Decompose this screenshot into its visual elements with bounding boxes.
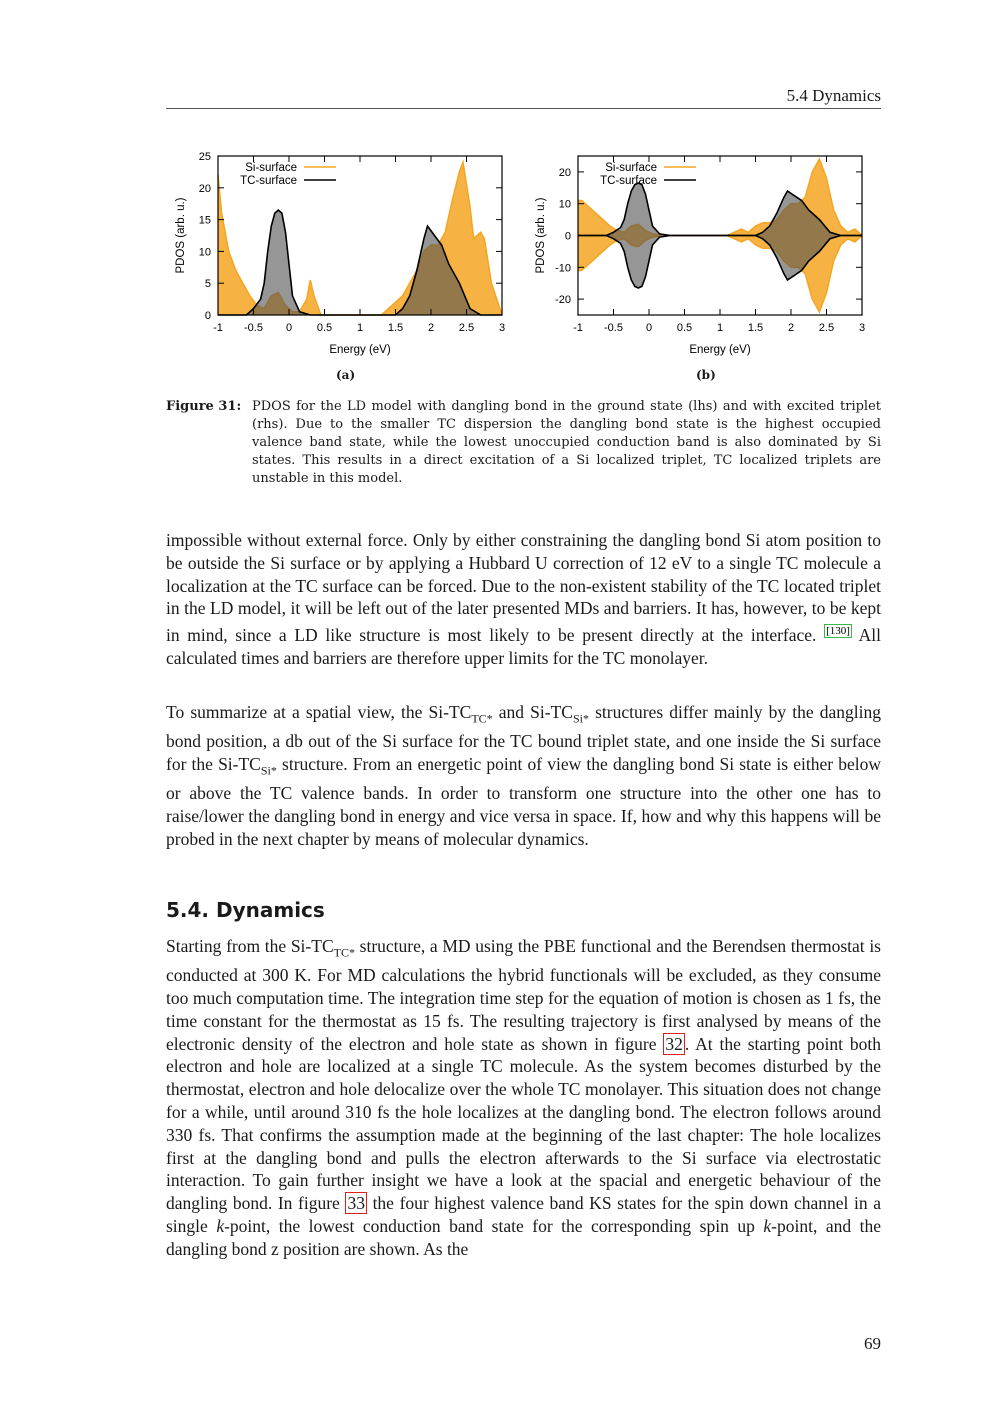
para2-t1: To summarize at a spatial view, the Si-TC: [166, 702, 472, 722]
para2-sub1: TC*: [471, 711, 493, 726]
x-tick-label: -0.5: [244, 322, 263, 334]
caption-label: Figure 31:: [166, 399, 242, 414]
para2-t4: structure. From an energetic point of view the dangling bond Si state is either below or above the TC valence bands. In order to transform one structure into the other one has to raise/lower the dangling bond in energy and vice versa in space. If, how and why this happens will be probed in the next chapter by means of molecular dynamics.: [166, 754, 881, 849]
figure-ref-33[interactable]: 33: [347, 1193, 365, 1214]
page-number: 69: [864, 1334, 881, 1353]
para3-sub1: TC*: [333, 945, 355, 960]
x-tick-label: 2: [787, 322, 795, 334]
x-tick-label: 3: [858, 322, 866, 334]
chart-b: [526, 140, 886, 360]
para2-t3: structures differ mainly by the dangling bond position, a db out of the Si surface for the TC bound triplet state, and one inside the Si surface for the Si-TC: [166, 702, 881, 775]
x-tick-label: 2.5: [458, 322, 475, 334]
section-heading: 5.4. Dynamics: [166, 898, 325, 922]
y-tick-label: 25: [198, 151, 211, 163]
chart-a: [166, 140, 526, 360]
x-tick-label: 0: [285, 322, 293, 334]
y-tick-label: 0: [204, 310, 211, 322]
legend-label-tc-surface: TC-surface: [240, 175, 297, 187]
para3-t5: -point, the lowest conduction band state for the corresponding spin up: [224, 1216, 764, 1237]
para3-k2: k: [763, 1216, 772, 1237]
x-tick-label: 3: [498, 322, 506, 334]
para1-text-b: All calculated times and barriers are therefore upper limits for the TC monolayer.: [166, 625, 882, 668]
y-tick-label: 20: [198, 182, 211, 195]
header-title: 5.4 Dynamics: [786, 86, 881, 105]
x-tick-label: 0.5: [676, 322, 693, 334]
caption-text: PDOS for the LD model with dangling bond in the ground state (lhs) and with excited triplet (rhs). Due to the smaller TC dispersion the dangling bond state is the highest occupied valence band state, while the lowest unoccupied conduction band is also dominated by Si states. This results in a direct excitation of a Si localized triplet, TC localized triplets are unstable in this model.: [252, 399, 881, 486]
figure-ref-32[interactable]: 32: [665, 1033, 683, 1054]
paragraph-1: [166, 529, 881, 670]
x-tick-label: 0: [645, 322, 653, 334]
para2-sub2: Si*: [572, 711, 589, 726]
y-tick-label: 15: [198, 214, 211, 227]
x-tick-label: 1: [356, 322, 364, 334]
figure-caption: [166, 398, 881, 488]
para3-t6: -point, and the dangling bond z position are shown. As the: [166, 1216, 881, 1259]
para1-text-a: impossible without external force. Only by either constraining the dangling bond Si atom position to be outside the Si surface or by applying a Hubbard U correction of 12 eV to a single TC molecule a localization at the TC surface can be forced. Due to the non-existent stability of the TC located triplet in the LD model, it will be left out of the later presented MDs and barriers. It has, however, to be kept in mind, since a LD like structure is most likely to be present directly at the interface.: [166, 530, 881, 646]
para3-t1: Starting from the Si-TC: [166, 936, 334, 956]
x-tick-label: -1: [573, 322, 583, 334]
figure-31: [166, 140, 881, 390]
x-tick-label: -0.5: [604, 322, 623, 334]
y-axis-label: PDOS (arb. u.): [175, 197, 187, 274]
x-tick-label: 2: [427, 322, 435, 334]
para3-k1: k: [216, 1216, 225, 1237]
x-tick-label: -1: [213, 322, 223, 334]
y-tick-label: 10: [558, 198, 571, 211]
subcaption-b: (b): [696, 368, 716, 382]
x-tick-label: 0.5: [316, 322, 333, 334]
paragraph-2: [166, 701, 881, 851]
y-tick-label: 0: [564, 230, 571, 243]
y-tick-label: 10: [198, 246, 211, 259]
para3-t4: the four highest valence band KS states for the spin down channel in a single: [166, 1193, 881, 1237]
x-tick-label: 1: [716, 322, 724, 334]
x-axis-label: Energy (eV): [689, 344, 751, 356]
paragraph-3: [166, 935, 881, 1261]
y-tick-label: -10: [555, 262, 571, 275]
y-tick-label: 20: [558, 166, 571, 179]
citation-130[interactable]: [130]: [826, 625, 850, 638]
para2-t2: and Si-TC: [492, 702, 573, 722]
y-tick-label: -20: [555, 294, 571, 307]
x-tick-label: 2.5: [818, 322, 835, 334]
legend-label-si-surface: Si-surface: [245, 162, 297, 174]
running-header: [166, 84, 881, 109]
para2-sub3: Si*: [260, 763, 277, 778]
para3-t3: . At the starting point both electron and hole are localized at a single TC molecule. As the system becomes disturbed by the thermostat, electron and hole delocalize over the whole TC monolayer. This situation does not change for a while, until around 310 fs the hole localizes at the dangling bond. The electron follows around 330 fs. That confirms the assumption made at the beginning of the last chapter: The hole localizes first at the dangling bond and pulls the electron afterwards to the Si surface via electrostatic interaction. To gain further insight we have a look at the spacial and energetic behaviour of the dangling bond. In figure: [166, 1033, 882, 1214]
legend-label-si-surface: Si-surface: [605, 162, 657, 174]
x-tick-label: 1.5: [747, 322, 764, 334]
x-tick-label: 1.5: [387, 322, 404, 334]
y-axis-label: PDOS (arb. u.): [535, 197, 547, 274]
para3-t2: structure, a MD using the PBE functional and the Berendsen thermostat is conducted at 300 K. For MD calculations the hybrid functionals will be excluded, as they consume too much computation time. The integration time step for the equation of motion is chosen as 1 fs, the time constant for the thermostat as 15 fs. The resulting trajectory is first analysed by means of the electronic density of the electron and hole state as shown in figure: [166, 936, 881, 1054]
x-axis-label: Energy (eV): [329, 344, 391, 356]
y-tick-label: 5: [204, 278, 211, 291]
subcaption-a: (a): [336, 368, 356, 382]
legend-label-tc-surface: TC-surface: [600, 175, 657, 187]
